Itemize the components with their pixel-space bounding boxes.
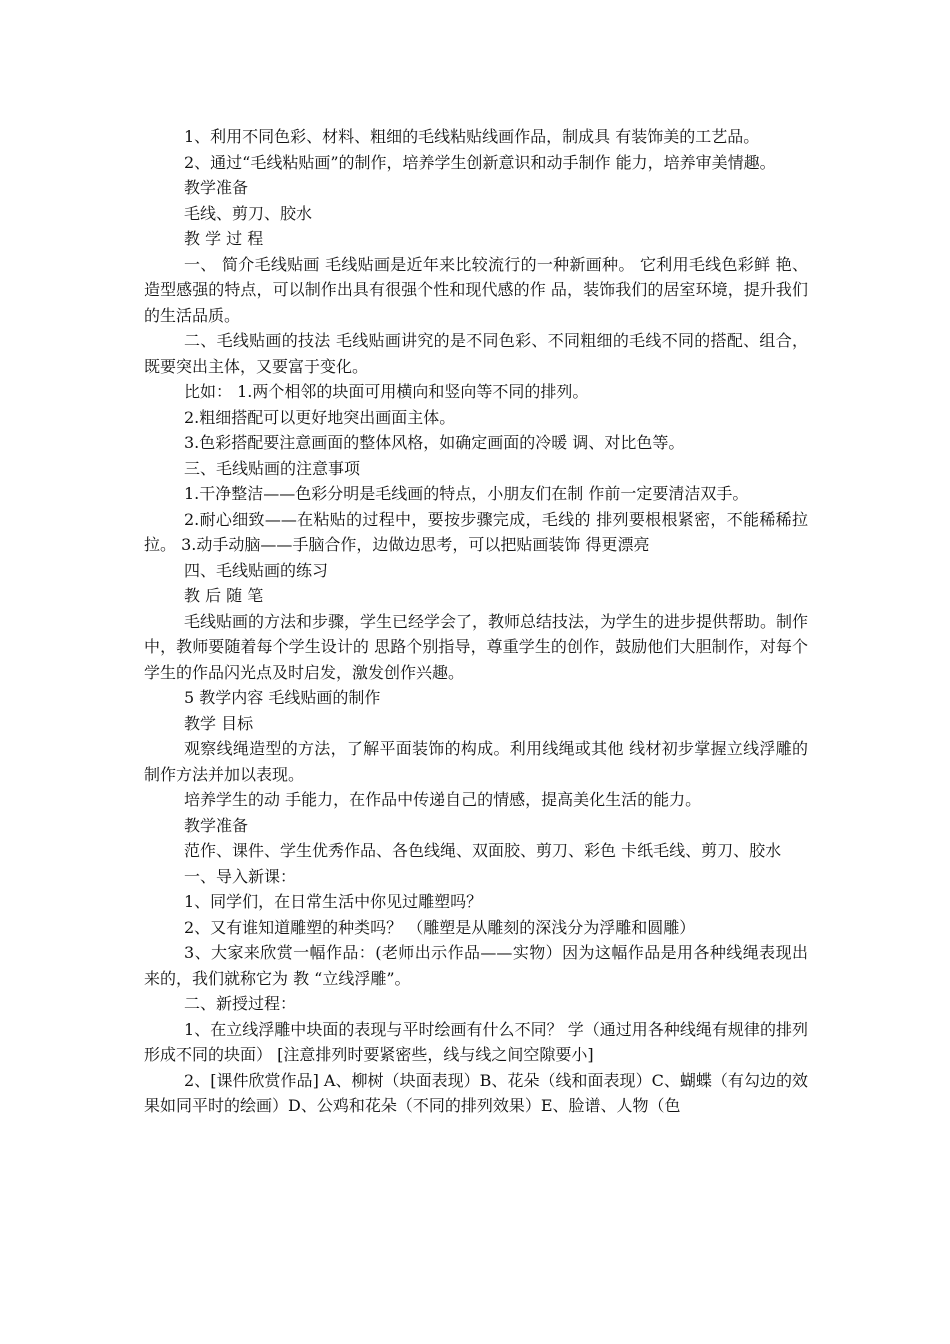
paragraph-note-2-3: 2.耐心细致——在粘贴的过程中，要按步骤完成，毛线的 排列要根根紧密，不能稀稀拉拉。 3.动手动脑——手脑合作，边做边思考，可以把贴画装饰 得更漂亮 xyxy=(144,509,808,554)
document-page xyxy=(144,124,808,1119)
paragraph-example-3: 3.色彩搭配要注意画面的整体风格，如确定画面的冷暖 调、对比色等。 xyxy=(184,433,685,452)
heading-reflection: 教 后 随 笔 xyxy=(184,586,264,605)
paragraph-question-3: 3、大家来欣赏一幅作品：(老师出示作品——实物）因为这幅作品是用各种线绳表现出来的，我们就称它为 教 “立线浮雕”。 xyxy=(144,943,808,988)
paragraph-materials-2: 范作、课件、学生优秀作品、各色线绳、双面胶、剪刀、彩色 卡纸毛线、剪刀、胶水 xyxy=(184,841,782,860)
heading-process: 教 学 过 程 xyxy=(184,229,264,248)
paragraph-goal-1: 1、利用不同色彩、材料、粗细的毛线粘贴线画作品，制成具 有装饰美的工艺品。 xyxy=(184,127,760,146)
paragraph-reflection: 毛线贴画的方法和步骤，学生已经学会了，教师总结技法，为学生的进步提供帮助。制作中，教师要随着每个学生设计的 思路个别指导，尊重学生的创作，鼓励他们大胆制作，对每个 学生的作品闪光点及时启发，激发创作兴趣。 xyxy=(144,611,809,682)
paragraph-lesson-1: 1、在立线浮雕中块面的表现与平时绘画有什么不同？ 学（通过用各种线绳有规律的排列形成不同的块面） [注意排列时要紧密些，线与线之间空隙要小] xyxy=(144,1019,808,1064)
heading-introduction: 一、导入新课： xyxy=(184,866,297,886)
paragraph-objective-2: 培养学生的动 手能力，在作品中传递自己的情感，提高美化生活的能力。 xyxy=(184,790,702,809)
paragraph-question-2: 2、又有谁知道雕塑的种类吗？ （雕塑是从雕刻的深浅分为浮雕和圆雕） xyxy=(184,917,696,937)
heading-new-lesson: 二、新授过程： xyxy=(184,994,297,1013)
paragraph-objective-1: 观察线绳造型的方法，了解平面装饰的构成。利用线绳或其他 线材初步掌握立线浮雕的制作方法并加以表现。 xyxy=(144,739,808,784)
heading-preparation-2: 教学准备 xyxy=(184,815,249,835)
heading-objectives: 教学 目标 xyxy=(184,713,254,733)
paragraph-lesson-2: 2、[课件欣赏作品] A、柳树（块面表现）B、花朵（线和面表现）C、蝴蝶（有勾边的效果如同平时的绘画）D、公鸡和花朵（不同的排列效果）E、脸谱、人物（色 xyxy=(144,1070,808,1115)
paragraph-example-2: 2.粗细搭配可以更好地突出画面主体。 xyxy=(184,407,456,427)
heading-lesson-5: 5 教学内容 毛线贴画的制作 xyxy=(184,688,381,707)
paragraph-note-1: 1.干净整洁——色彩分明是毛线画的特点，小朋友们在制 作前一定要清洁双手。 xyxy=(184,484,749,503)
paragraph-intro: 一、 简介毛线贴画 毛线贴画是近年来比较流行的一种新画种。 它利用毛线色彩鲜 艳、造型感强的特点，可以制作出具有很强个性和现代感的作 品，装饰我们的居室环境，提升我们的生活品质。 xyxy=(144,254,808,325)
paragraph-goal-2: 2、通过“毛线粘贴画”的制作，培养学生创新意识和动手制作 能力，培养审美情趣。 xyxy=(184,152,776,172)
paragraph-technique: 二、毛线贴画的技法 毛线贴画讲究的是不同色彩、不同粗细的毛线不同的搭配、组合，既要突出主体，又要富于变化。 xyxy=(144,331,808,376)
heading-notes: 三、毛线贴画的注意事项 xyxy=(184,458,361,478)
heading-preparation: 教学准备 xyxy=(184,178,249,197)
paragraph-example-1: 比如： 1.两个相邻的块面可用横向和竖向等不同的排列。 xyxy=(184,382,589,401)
paragraph-question-1: 1、同学们，在日常生活中你见过雕塑吗？ xyxy=(184,892,483,911)
heading-practice: 四、毛线贴画的练习 xyxy=(184,560,329,580)
paragraph-materials: 毛线、剪刀、胶水 xyxy=(184,203,313,223)
